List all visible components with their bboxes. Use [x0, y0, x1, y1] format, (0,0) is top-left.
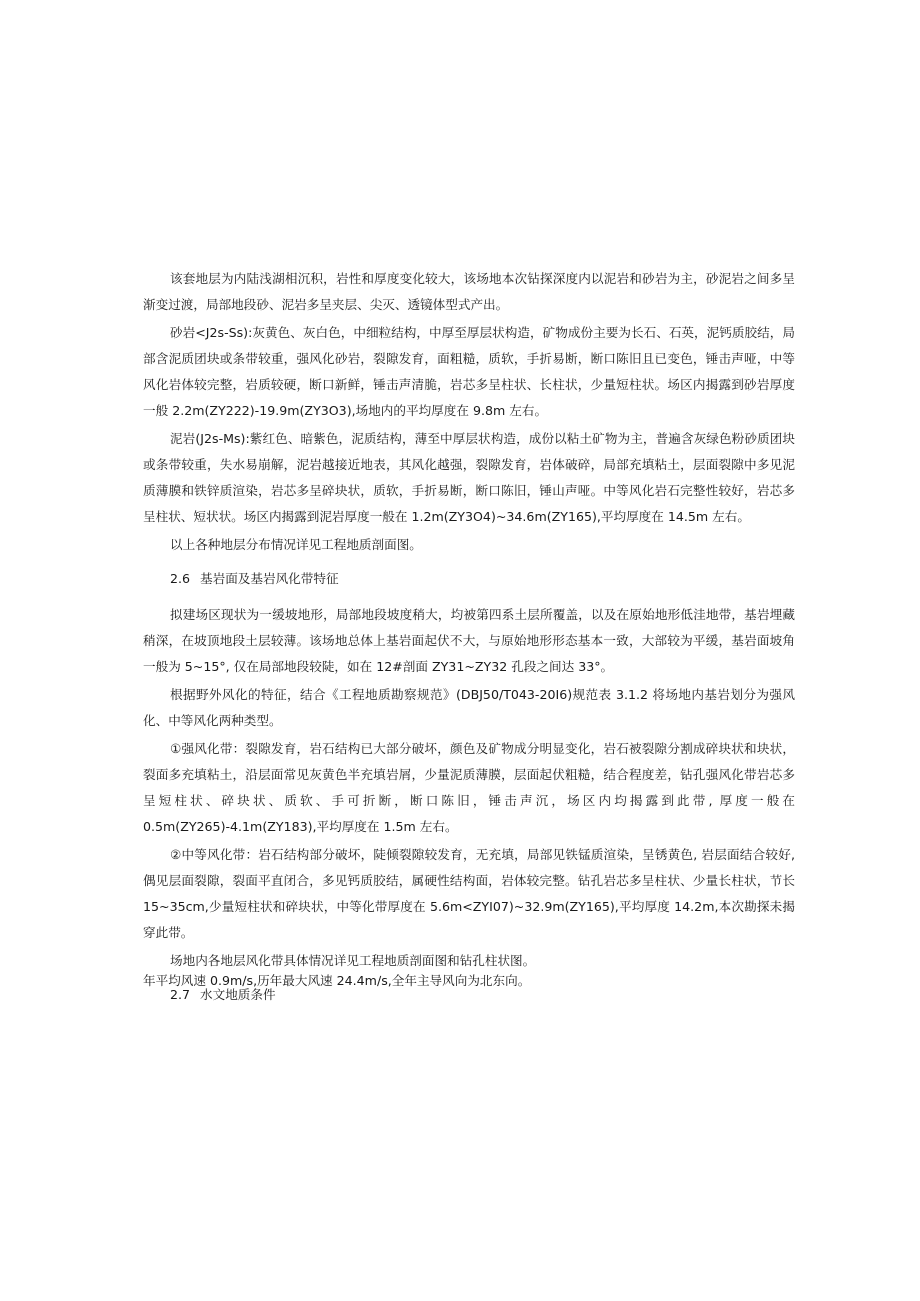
section-heading-2-6: [143, 566, 795, 592]
paragraph-weathering-note: 场地内各地层风化带具体情况详见工程地质剖面图和钻孔柱状图。: [170, 953, 536, 968]
paragraph-weathering-classification: 根据野外风化的特征，结合《工程地质勘察规范》(DBJ50/T043-20I6)规范表 3.1.2 将场地内基岩划分为强风化、中等风化两种类型。: [143, 687, 795, 728]
paragraph-mudstone: 泥岩(J2s-Ms):紫红色、暗紫色，泥质结构，薄至中厚层状构造，成份以粘土矿物为主，普遍含灰绿色粉砂质团块或条带较重，失水易崩解，泥岩越接近地表，其风化越强，裂隙发育，岩体破碎，局部充填粘土，层面裂隙中多见泥质薄膜和铁锌质渲染，岩芯多呈碎块状，质软，手折易断，断口陈旧，锤山声哑。中等风化岩石完整性较好，岩芯多呈柱状、短状状。场区内揭露到泥岩厚度一般在 1.2m(ZY3O4)~34.6m(ZY165),平均厚度在 14.5m 左右。: [143, 431, 795, 524]
paragraph-sandstone: 砂岩<J2s-Ss):灰黄色、灰白色，中细粒结构，中厚至厚层状构造，矿物成份主要为长石、石英，泥钙质胶结，局部含泥质团块或条带较重，强风化砂岩，裂隙发育，面粗糙，质软，手折易断，断口陈旧且已变色，锤击声哑，中等风化岩体较完整，岩质较硬，断口新鲜，锤击声清脆，岩芯多呈柱状、长柱状，少量短柱状。场区内揭露到砂岩厚度一般 2.2m(ZY222)-19.9m(ZY3O3),场地内的平均厚度在 9.8m 左右。: [143, 325, 795, 418]
document-body: [143, 266, 795, 1018]
paragraph-strata-overview: 该套地层为内陆浅湖相沉积，岩性和厚度变化较大，该场地本次钻探深度内以泥岩和砂岩为主，砂泥岩之间多呈渐变过渡，局部地段砂、泥岩多呈夹层、尖灭、透镜体型式产出。: [143, 271, 795, 312]
section-number: 2.6: [170, 571, 191, 586]
paragraph-moderate-weathering: ②中等风化带：岩石结构部分破坏，陡倾裂隙较发育，无充填，局部见铁锰质渲染，呈锈黄色, 岩层面结合较好, 偶见层面裂隙，裂面平直闭合，多见钙质胶结，属硬性结构面，岩体较完整。钻孔岩芯多呈柱状、少量长柱状，节长 15~35cm,少量短柱状和碎块状，中等化带厚度在 5.6m<ZYI07)~32.9m(ZY165),平均厚度 14.2m,本次勘探未揭穿此带。: [143, 847, 795, 940]
paragraph-wind-speed: 年平均风速 0.9m∕s,历年最大风速 24.4m∕s,全年主导风向为北东向。: [143, 973, 531, 988]
section-title: 水文地质条件: [200, 987, 276, 1002]
section-title: 基岩面及基岩风化带特征: [200, 571, 339, 586]
paragraph-bedrock-surface: 拟建场区现状为一缓坡地形，局部地段坡度稍大，均被第四系土层所覆盖，以及在原始地形低洼地带，基岩埋藏稍深，在坡顶地段土层较薄。该场地总体上基岩面起伏不大，与原始地形形态基本一致，大部较为平缓，基岩面坡角一般为 5~15°, 仅在局部地段较陡，如在 12#剖面 ZY31~ZY32 孔段之间达 33°。: [143, 607, 795, 674]
paragraph-strata-note: 以上各种地层分布情况详见工程地质剖面图。: [170, 537, 422, 552]
paragraph-strong-weathering: ①强风化带：裂隙发育，岩石结构已大部分破坏，颜色及矿物成分明显变化，岩石被裂隙分割成碎块状和块状，裂面多充填粘土，沿层面常见灰黄色半充填岩屑，少量泥质薄膜，层面起伏粗糙，结合程度差，钻孔强风化带岩芯多呈短柱状、碎块状、质软、手可折断，断口陈旧，锤击声沉，场区内均揭露到此带, 厚度一般在 0.5m(ZY265)-4.1m(ZY183),平均厚度在 1.5m 左右。: [143, 741, 795, 834]
section-number: 2.7: [170, 987, 191, 1002]
